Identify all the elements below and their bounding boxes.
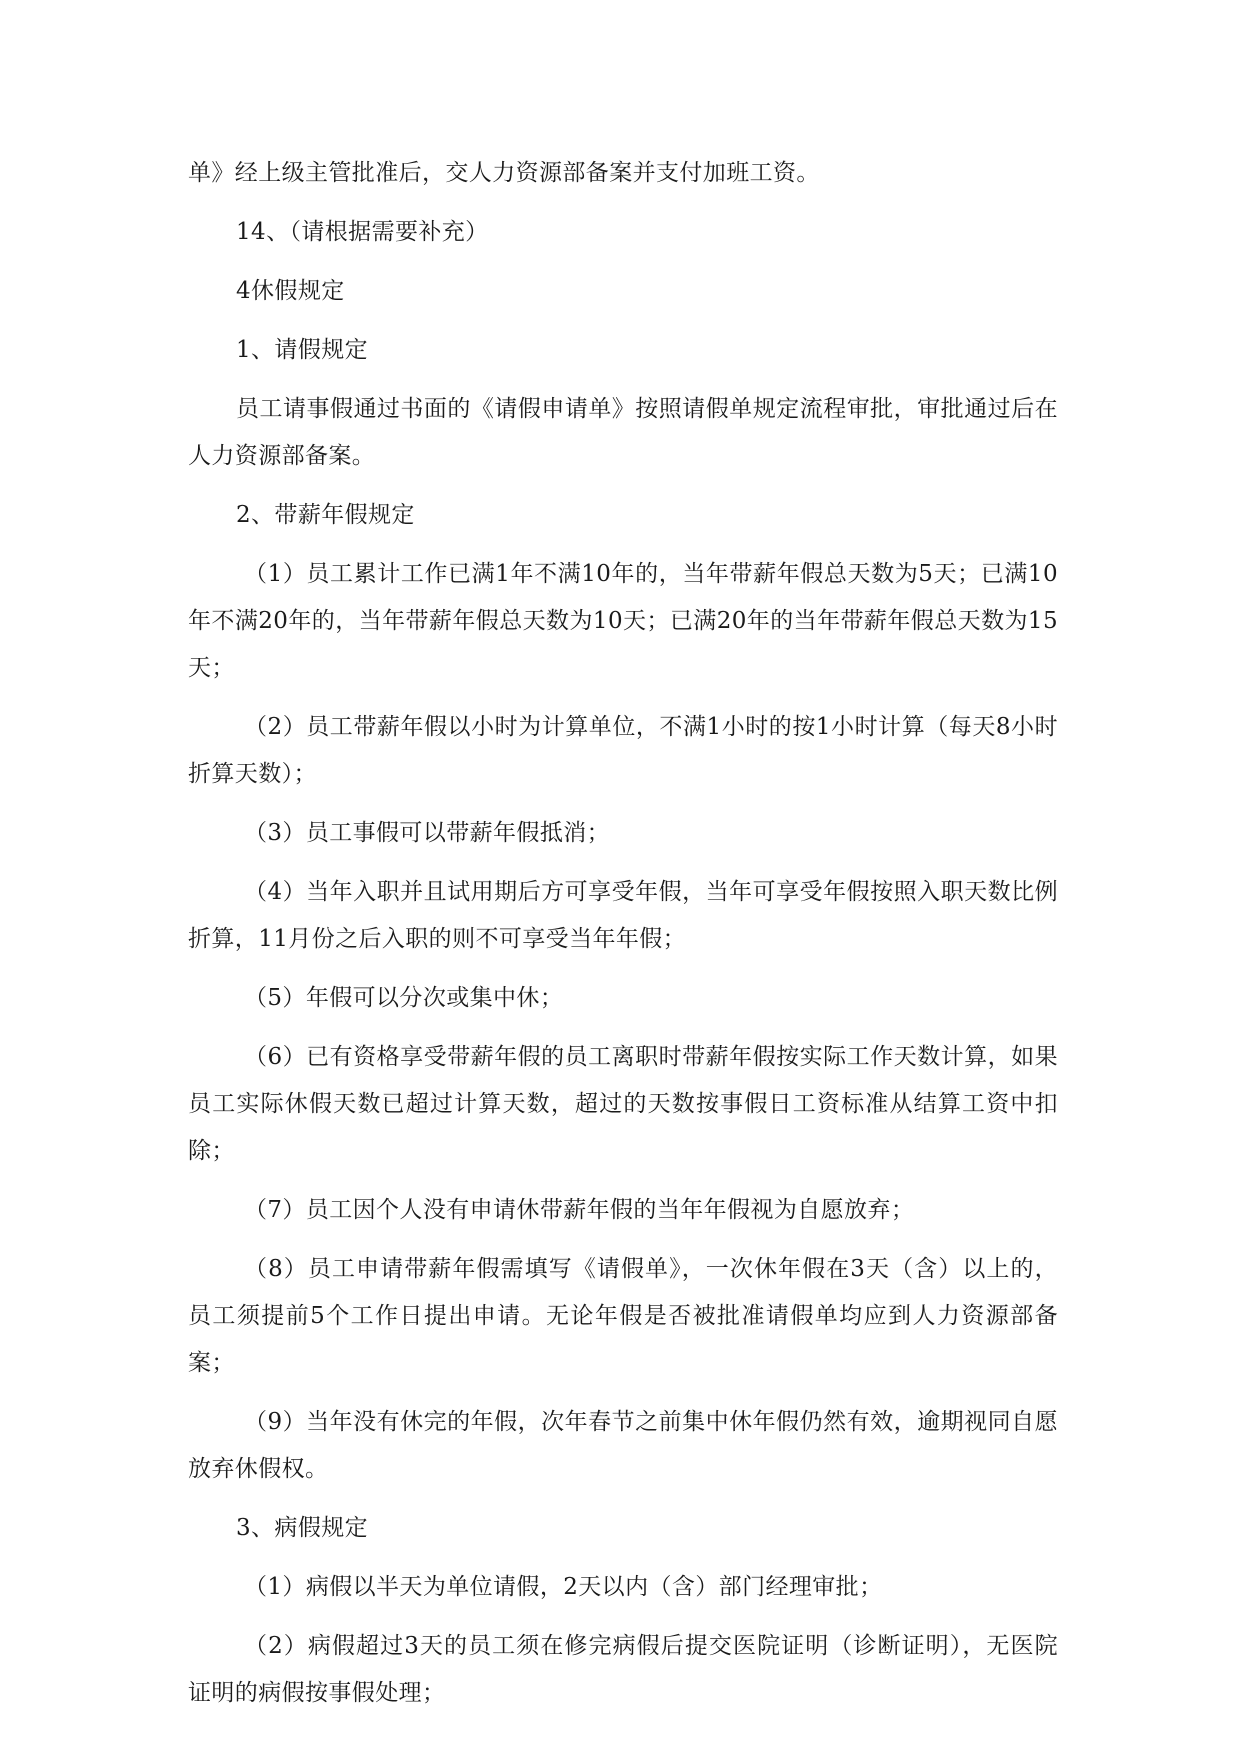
list-item-annual-leave-9: （9）当年没有休完的年假，次年春节之前集中休年假仍然有效，逾期视同自愿放弃休假权。 xyxy=(188,1409,1058,1482)
list-item-annual-leave-8: （8）员工申请带薪年假需填写《请假单》，一次休年假在3天（含）以上的，员工须提前5个工作日提出申请。无论年假是否被批准请假单均应到人力资源部备案； xyxy=(188,1256,1058,1376)
list-item-annual-leave-2: （2）员工带薪年假以小时为计算单位，不满1小时的按1小时计算（每天8小时折算天数）； xyxy=(188,714,1058,787)
paragraph-clause-14: 14、（请根据需要补充） xyxy=(236,219,489,245)
list-item-annual-leave-7: （7）员工因个人没有申请休带薪年假的当年年假视为自愿放弃； xyxy=(244,1197,915,1223)
list-item-annual-leave-6: （6）已有资格享受带薪年假的员工离职时带薪年假按实际工作天数计算，如果员工实际休假天数已超过计算天数，超过的天数按事假日工资标准从结算工资中扣除； xyxy=(188,1044,1058,1164)
list-item-annual-leave-1: （1）员工累计工作已满1年不满10年的，当年带薪年假总天数为5天；已满10年不满20年的，当年带薪年假总天数为10天；已满20年的当年带薪年假总天数为15天； xyxy=(188,561,1058,681)
subsection-heading-paid-annual-leave: 2、带薪年假规定 xyxy=(236,502,415,528)
section-heading-leave-rules: 4休假规定 xyxy=(236,278,345,304)
subsection-heading-personal-leave: 1、请假规定 xyxy=(236,337,369,363)
list-item-annual-leave-5: （5）年假可以分次或集中休； xyxy=(244,985,564,1011)
paragraph-personal-leave: 员工请事假通过书面的《请假申请单》按照请假单规定流程审批，审批通过后在人力资源部备案。 xyxy=(188,396,1058,469)
list-item-annual-leave-4: （4）当年入职并且试用期后方可享受年假，当年可享受年假按照入职天数比例折算，11月份之后入职的则不可享受当年年假； xyxy=(188,879,1058,952)
document-body xyxy=(188,150,1058,1729)
list-item-sick-leave-1: （1）病假以半天为单位请假，2天以内（含）部门经理审批； xyxy=(244,1574,883,1600)
list-item-annual-leave-3: （3）员工事假可以带薪年假抵消； xyxy=(244,820,611,846)
subsection-heading-sick-leave: 3、病假规定 xyxy=(236,1515,369,1541)
paragraph-continuation: 单》经上级主管批准后，交人力资源部备案并支付加班工资。 xyxy=(188,160,820,186)
list-item-sick-leave-2: （2）病假超过3天的员工须在修完病假后提交医院证明（诊断证明），无医院证明的病假按事假处理； xyxy=(188,1633,1058,1706)
